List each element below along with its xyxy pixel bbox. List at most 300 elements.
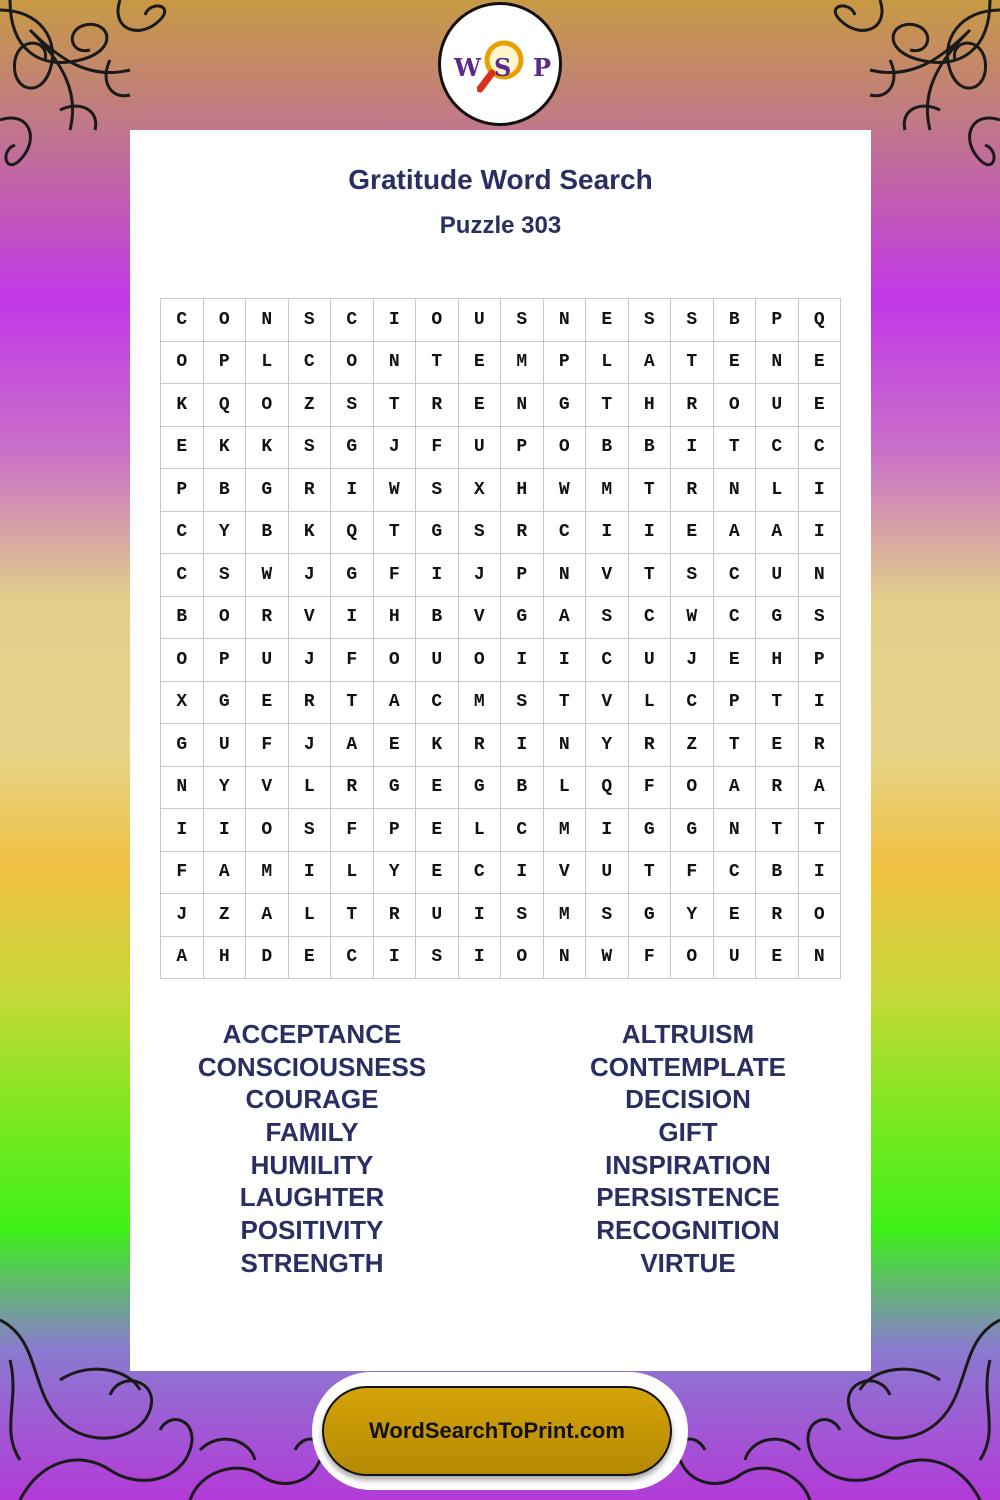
grid-row [161, 511, 841, 554]
grid-cell: P [501, 426, 544, 469]
word-list-left [147, 1018, 477, 1280]
grid-cell: O [671, 766, 714, 809]
grid-cell: M [543, 894, 586, 937]
grid-cell: U [458, 426, 501, 469]
grid-cell: T [628, 851, 671, 894]
grid-cell: I [628, 511, 671, 554]
grid-cell: P [373, 809, 416, 852]
grid-cell: O [331, 341, 374, 384]
grid-cell: I [798, 469, 841, 512]
grid-cell: C [416, 681, 459, 724]
grid-cell: T [628, 469, 671, 512]
grid-cell: T [713, 426, 756, 469]
grid-cell: L [331, 851, 374, 894]
grid-cell: U [458, 299, 501, 342]
grid-cell: S [288, 299, 331, 342]
grid-cell: R [458, 724, 501, 767]
grid-cell: L [756, 469, 799, 512]
grid-cell: E [161, 426, 204, 469]
grid-cell: N [713, 469, 756, 512]
grid-cell: O [501, 936, 544, 979]
grid-cell: I [161, 809, 204, 852]
word-item: GIFT [658, 1117, 718, 1148]
grid-cell: H [373, 596, 416, 639]
grid-cell: F [246, 724, 289, 767]
grid-cell: C [458, 851, 501, 894]
grid-cell: I [501, 639, 544, 682]
grid-cell: F [331, 809, 374, 852]
grid-cell: X [161, 681, 204, 724]
grid-cell: N [543, 554, 586, 597]
grid-cell: U [628, 639, 671, 682]
grid-cell: M [458, 681, 501, 724]
grid-cell: R [628, 724, 671, 767]
grid-cell: C [331, 936, 374, 979]
grid-cell: U [416, 639, 459, 682]
grid-cell: R [331, 766, 374, 809]
grid-cell: B [501, 766, 544, 809]
grid-cell: U [586, 851, 629, 894]
grid-cell: Z [288, 384, 331, 427]
grid-cell: I [458, 936, 501, 979]
grid-cell: H [628, 384, 671, 427]
grid-cell: W [671, 596, 714, 639]
grid-cell: A [628, 341, 671, 384]
word-item: VIRTUE [640, 1247, 736, 1278]
grid-cell: I [501, 851, 544, 894]
grid-cell: F [628, 936, 671, 979]
grid-cell: P [543, 341, 586, 384]
grid-cell: S [501, 894, 544, 937]
grid-cell: E [416, 809, 459, 852]
grid-cell: B [246, 511, 289, 554]
word-item: COURAGE [245, 1084, 379, 1115]
grid-cell: A [246, 894, 289, 937]
grid-row [161, 681, 841, 724]
grid-cell: R [288, 681, 331, 724]
grid-cell: P [798, 639, 841, 682]
grid-cell: O [671, 936, 714, 979]
grid-cell: G [246, 469, 289, 512]
grid-cell: Y [671, 894, 714, 937]
grid-cell: E [713, 639, 756, 682]
grid-cell: E [416, 766, 459, 809]
grid-cell: A [798, 766, 841, 809]
grid-cell: Y [586, 724, 629, 767]
grid-cell: J [671, 639, 714, 682]
grid-cell: P [203, 341, 246, 384]
grid-cell: R [756, 894, 799, 937]
grid-row [161, 894, 841, 937]
grid-cell: G [161, 724, 204, 767]
grid-cell: B [416, 596, 459, 639]
grid-cell: C [331, 299, 374, 342]
grid-cell: J [373, 426, 416, 469]
grid-cell: G [458, 766, 501, 809]
grid-cell: C [543, 511, 586, 554]
grid-cell: G [671, 809, 714, 852]
grid-cell: N [373, 341, 416, 384]
logo-letter-p: P [533, 53, 552, 82]
puzzle-card [130, 130, 871, 1371]
grid-cell: O [458, 639, 501, 682]
grid-cell: N [543, 724, 586, 767]
grid-cell: B [756, 851, 799, 894]
grid-cell: P [501, 554, 544, 597]
grid-cell: V [288, 596, 331, 639]
grid-cell: N [798, 554, 841, 597]
grid-cell: F [373, 554, 416, 597]
word-item: STRENGTH [240, 1247, 384, 1278]
grid-cell: B [203, 469, 246, 512]
grid-row [161, 554, 841, 597]
grid-cell: I [798, 681, 841, 724]
grid-cell: L [288, 766, 331, 809]
grid-cell: G [331, 426, 374, 469]
grid-row [161, 341, 841, 384]
grid-cell: A [203, 851, 246, 894]
grid-cell: S [416, 936, 459, 979]
grid-row [161, 469, 841, 512]
grid-cell: A [543, 596, 586, 639]
grid-cell: S [671, 554, 714, 597]
grid-cell: D [246, 936, 289, 979]
grid-cell: Q [586, 766, 629, 809]
word-item: ACCEPTANCE [222, 1019, 402, 1049]
grid-cell: P [756, 299, 799, 342]
grid-row [161, 384, 841, 427]
grid-cell: O [543, 426, 586, 469]
grid-cell: V [246, 766, 289, 809]
grid-cell: G [416, 511, 459, 554]
grid-cell: B [628, 426, 671, 469]
grid-row [161, 426, 841, 469]
word-item: HUMILITY [250, 1149, 374, 1180]
grid-cell: F [161, 851, 204, 894]
grid-cell: I [373, 299, 416, 342]
word-item: RECOGNITION [596, 1215, 780, 1246]
grid-cell: S [798, 596, 841, 639]
grid-cell: L [288, 894, 331, 937]
grid-cell: S [628, 299, 671, 342]
grid-cell: Y [373, 851, 416, 894]
grid-cell: L [458, 809, 501, 852]
grid-cell: N [501, 384, 544, 427]
grid-cell: I [671, 426, 714, 469]
grid-cell: G [373, 766, 416, 809]
grid-cell: E [586, 299, 629, 342]
grid-cell: O [416, 299, 459, 342]
grid-cell: T [543, 681, 586, 724]
grid-cell: S [331, 384, 374, 427]
grid-cell: O [203, 596, 246, 639]
grid-cell: Y [203, 511, 246, 554]
grid-cell: C [713, 851, 756, 894]
grid-cell: C [161, 554, 204, 597]
grid-cell: T [713, 724, 756, 767]
grid-cell: N [798, 936, 841, 979]
grid-cell: A [161, 936, 204, 979]
grid-cell: Z [671, 724, 714, 767]
grid-cell: J [161, 894, 204, 937]
grid-cell: C [713, 554, 756, 597]
grid-cell: J [458, 554, 501, 597]
grid-cell: S [288, 426, 331, 469]
grid-cell: E [756, 724, 799, 767]
grid-cell: N [161, 766, 204, 809]
grid-cell: F [628, 766, 671, 809]
word-list-right [523, 1018, 853, 1280]
grid-cell: R [756, 766, 799, 809]
grid-cell: R [416, 384, 459, 427]
grid-cell: E [713, 894, 756, 937]
grid-cell: S [416, 469, 459, 512]
grid-cell: E [798, 384, 841, 427]
grid-cell: A [713, 766, 756, 809]
word-item: POSITIVITY [240, 1215, 384, 1246]
grid-cell: O [246, 809, 289, 852]
grid-cell: R [671, 384, 714, 427]
grid-cell: T [798, 809, 841, 852]
grid-cell: E [373, 724, 416, 767]
grid-cell: C [161, 299, 204, 342]
grid-cell: S [586, 596, 629, 639]
grid-cell: E [798, 341, 841, 384]
grid-cell: T [586, 384, 629, 427]
grid-cell: C [501, 809, 544, 852]
grid-cell: I [501, 724, 544, 767]
grid-cell: S [288, 809, 331, 852]
grid-cell: X [458, 469, 501, 512]
site-logo[interactable] [438, 2, 562, 126]
grid-cell: F [416, 426, 459, 469]
grid-cell: B [161, 596, 204, 639]
grid-cell: P [161, 469, 204, 512]
grid-cell: K [203, 426, 246, 469]
grid-cell: Q [203, 384, 246, 427]
grid-cell: I [416, 554, 459, 597]
grid-cell: G [628, 809, 671, 852]
grid-cell: Q [331, 511, 374, 554]
grid-cell: I [798, 851, 841, 894]
grid-cell: I [203, 809, 246, 852]
grid-cell: Z [203, 894, 246, 937]
grid-cell: R [671, 469, 714, 512]
grid-cell: S [203, 554, 246, 597]
grid-cell: L [628, 681, 671, 724]
grid-cell: C [756, 426, 799, 469]
grid-cell: W [373, 469, 416, 512]
grid-cell: S [458, 511, 501, 554]
grid-cell: W [246, 554, 289, 597]
grid-cell: O [373, 639, 416, 682]
grid-cell: O [246, 384, 289, 427]
grid-cell: G [501, 596, 544, 639]
grid-cell: P [203, 639, 246, 682]
grid-cell: U [246, 639, 289, 682]
grid-cell: W [586, 936, 629, 979]
grid-cell: U [416, 894, 459, 937]
grid-cell: T [628, 554, 671, 597]
grid-row [161, 809, 841, 852]
grid-cell: H [756, 639, 799, 682]
grid-cell: I [586, 511, 629, 554]
grid-cell: A [373, 681, 416, 724]
grid-cell: U [756, 384, 799, 427]
grid-cell: S [501, 299, 544, 342]
word-item: FAMILY [265, 1117, 359, 1148]
grid-cell: C [161, 511, 204, 554]
grid-cell: G [203, 681, 246, 724]
grid-cell: O [203, 299, 246, 342]
grid-cell: Q [798, 299, 841, 342]
word-item: ALTRUISM [621, 1019, 755, 1049]
grid-cell: S [671, 299, 714, 342]
grid-row [161, 596, 841, 639]
grid-cell: C [288, 341, 331, 384]
grid-cell: T [331, 894, 374, 937]
grid-cell: I [373, 936, 416, 979]
grid-cell: E [288, 936, 331, 979]
grid-cell: M [501, 341, 544, 384]
word-item: CONTEMPLATE [590, 1051, 786, 1082]
grid-cell: J [288, 639, 331, 682]
grid-cell: S [501, 681, 544, 724]
grid-cell: T [416, 341, 459, 384]
word-item: LAUGHTER [239, 1182, 385, 1213]
grid-cell: I [586, 809, 629, 852]
grid-cell: V [586, 681, 629, 724]
grid-cell: N [713, 809, 756, 852]
grid-cell: I [331, 469, 374, 512]
grid-row [161, 766, 841, 809]
grid-cell: R [288, 469, 331, 512]
word-item: DECISION [625, 1084, 751, 1115]
grid-cell: R [798, 724, 841, 767]
grid-cell: S [586, 894, 629, 937]
grid-cell: V [543, 851, 586, 894]
grid-cell: O [798, 894, 841, 937]
grid-cell: K [288, 511, 331, 554]
grid-cell: T [756, 681, 799, 724]
grid-cell: I [543, 639, 586, 682]
grid-cell: N [756, 341, 799, 384]
footer-banner [312, 1372, 688, 1490]
grid-cell: I [288, 851, 331, 894]
website-link-button[interactable] [322, 1386, 672, 1476]
grid-cell: K [416, 724, 459, 767]
grid-cell: V [458, 596, 501, 639]
grid-cell: T [373, 511, 416, 554]
grid-cell: M [586, 469, 629, 512]
logo-letter-s: S [494, 53, 512, 82]
grid-cell: N [246, 299, 289, 342]
grid-cell: R [373, 894, 416, 937]
grid-cell: C [671, 681, 714, 724]
grid-cell: E [671, 511, 714, 554]
word-item: CONSCIOUSNESS [197, 1051, 427, 1082]
grid-cell: B [586, 426, 629, 469]
grid-cell: O [713, 384, 756, 427]
grid-cell: J [288, 554, 331, 597]
grid-cell: T [373, 384, 416, 427]
grid-row [161, 851, 841, 894]
grid-cell: W [543, 469, 586, 512]
grid-cell: T [756, 809, 799, 852]
grid-cell: C [798, 426, 841, 469]
grid-cell: P [713, 681, 756, 724]
grid-cell: R [246, 596, 289, 639]
grid-cell: E [246, 681, 289, 724]
grid-cell: L [586, 341, 629, 384]
grid-cell: U [713, 936, 756, 979]
grid-cell: B [713, 299, 756, 342]
puzzle-title: Gratitude Word Search [348, 164, 653, 195]
grid-cell: J [288, 724, 331, 767]
grid-cell: V [586, 554, 629, 597]
grid-cell: C [628, 596, 671, 639]
grid-row [161, 936, 841, 979]
grid-cell: E [458, 341, 501, 384]
grid-cell: G [543, 384, 586, 427]
grid-cell: E [713, 341, 756, 384]
grid-cell: C [713, 596, 756, 639]
website-link-label: WordSearchToPrint.com [369, 1418, 625, 1443]
grid-cell: L [543, 766, 586, 809]
grid-row [161, 299, 841, 342]
grid-cell: E [756, 936, 799, 979]
grid-cell: K [161, 384, 204, 427]
grid-cell: T [671, 341, 714, 384]
grid-cell: I [331, 596, 374, 639]
grid-cell: O [161, 341, 204, 384]
grid-cell: I [458, 894, 501, 937]
letter-grid [160, 298, 841, 979]
grid-cell: A [713, 511, 756, 554]
grid-cell: F [671, 851, 714, 894]
grid-cell: U [756, 554, 799, 597]
grid-cell: U [203, 724, 246, 767]
grid-cell: G [756, 596, 799, 639]
grid-cell: L [246, 341, 289, 384]
grid-row [161, 724, 841, 767]
grid-cell: C [586, 639, 629, 682]
grid-cell: A [756, 511, 799, 554]
grid-cell: E [416, 851, 459, 894]
word-item: PERSISTENCE [596, 1182, 780, 1213]
grid-cell: R [501, 511, 544, 554]
grid-cell: E [458, 384, 501, 427]
grid-cell: T [331, 681, 374, 724]
grid-cell: N [543, 299, 586, 342]
word-item: INSPIRATION [605, 1149, 771, 1180]
grid-row [161, 639, 841, 682]
logo-letter-w: W [454, 53, 481, 82]
grid-cell: M [543, 809, 586, 852]
grid-cell: I [798, 511, 841, 554]
grid-cell: Y [203, 766, 246, 809]
grid-cell: H [501, 469, 544, 512]
grid-cell: A [331, 724, 374, 767]
grid-cell: N [543, 936, 586, 979]
grid-cell: O [161, 639, 204, 682]
grid-cell: M [246, 851, 289, 894]
grid-cell: K [246, 426, 289, 469]
grid-cell: G [628, 894, 671, 937]
puzzle-number: Puzzle 303 [439, 212, 562, 239]
grid-cell: G [331, 554, 374, 597]
grid-cell: H [203, 936, 246, 979]
